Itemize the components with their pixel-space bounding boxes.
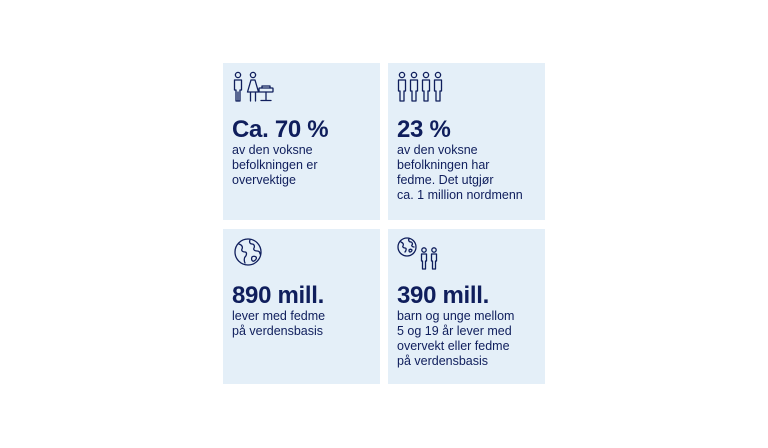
stat-description [232,309,371,339]
description-line: lever med fedme [232,309,326,323]
description-line: barn og unge mellom [397,309,515,323]
globe-children-icon [397,237,441,271]
description-line: overvektige [232,173,296,187]
stat-value: 890 mill. [232,282,325,309]
description-line: på verdensbasis [397,354,489,368]
description-line: ca. 1 million nordmenn [397,188,523,202]
description-line: fedme. Det utgjør [397,173,494,187]
description-line: overvekt eller fedme [397,339,510,353]
stat-description [232,143,371,188]
stat-value: 23 % [397,116,451,143]
description-line: befolkningen har [397,158,490,172]
description-line: av den voksne [232,143,313,157]
stat-value: Ca. 70 % [232,116,329,143]
stat-value: 390 mill. [397,282,490,309]
adult-man-woman-scale-icon [232,71,276,103]
stat-card-adults-obese [388,63,545,220]
stat-description [397,309,536,369]
four-people-icon [397,71,445,103]
description-line: av den voksne [397,143,478,157]
stat-card-world-obese [223,229,380,384]
globe-icon [232,237,266,269]
stat-card-adults-overweight [223,63,380,220]
description-line: 5 og 19 år lever med [397,324,512,338]
description-line: på verdensbasis [232,324,324,338]
description-line: befolkningen er [232,158,318,172]
stat-card-world-children [388,229,545,384]
stat-description [397,143,536,203]
